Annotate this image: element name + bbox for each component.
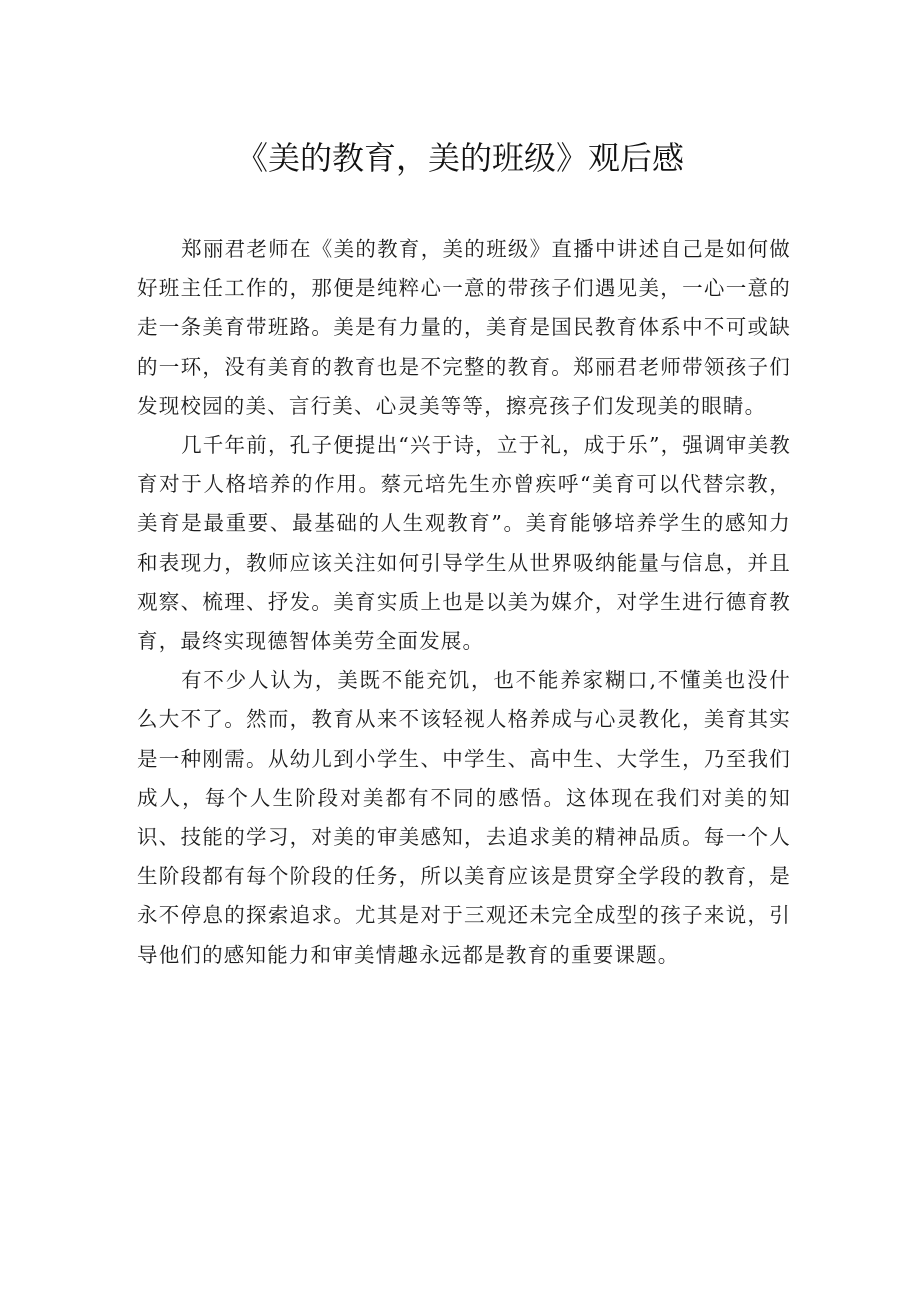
paragraph-1: 郑丽君老师在《美的教育，美的班级》直播中讲述自己是如何做好班主任工作的，那便是纯粹心一意的带孩子们遇见美，一心一意的走一条美育带班路。美是有力量的，美育是国民教育体系中不可或缺的一环，没有美育的教育也是不完整的教育。郑丽君老师带领孩子们发现校园的美、言行美、心灵美等等，擦亮孩子们发现美的眼睛。 [137, 237, 791, 418]
document-title: 《美的教育，美的班级》观后感 [235, 139, 684, 177]
document-body [137, 230, 791, 975]
paragraph-3: 有不少人认为，美既不能充饥，也不能养家糊口,不懂美也没什么大不了。然而，教育从来不该轻视人格养成与心灵教化，美育其实是一种刚需。从幼儿到小学生、中学生、高中生、大学生，乃至我们成人，每个人生阶段对美都有不同的感悟。这体现在我们对美的知识、技能的学习，对美的审美感知，去追求美的精神品质。每一个人生阶段都有每个阶段的任务，所以美育应该是贯穿全学段的教育，是永不停息的探索追求。尤其是对于三观还未完全成型的孩子来说，引导他们的感知能力和审美情趣永远都是教育的重要课题。 [137, 668, 791, 967]
paragraph-2: 几千年前，孔子便提出“兴于诗，立于礼，成于乐”，强调审美教育对于人格培养的作用。蔡元培先生亦曾疾呼“美育可以代替宗教，美育是最重要、最基础的人生观教育”。美育能够培养学生的感知力和表现力，教师应该关注如何引导学生从世界吸纳能量与信息，并且观察、梳理、抒发。美育实质上也是以美为媒介，对学生进行德育教育，最终实现德智体美劳全面发展。 [137, 433, 791, 654]
